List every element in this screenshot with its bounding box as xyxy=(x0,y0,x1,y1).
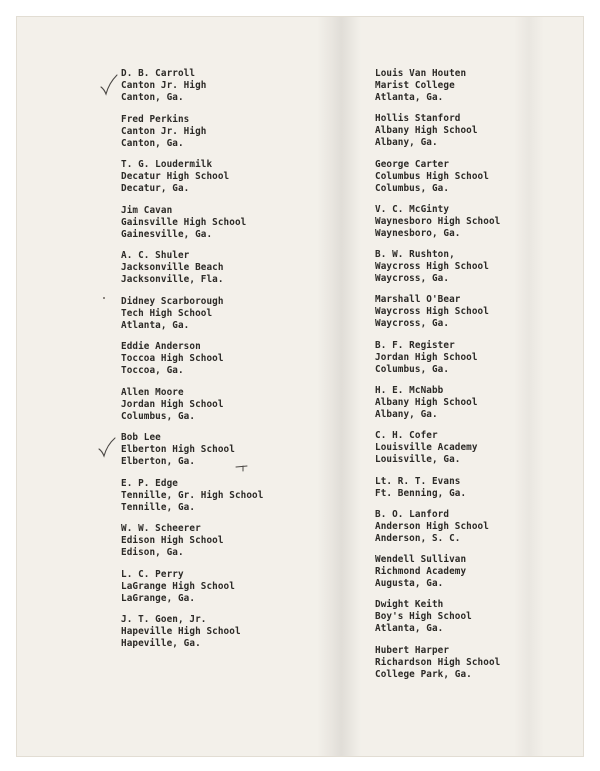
ink-dot xyxy=(102,296,106,300)
right-column xyxy=(375,68,500,690)
list-item: T. G. Loudermilk Decatur High School Decatur, Ga. xyxy=(121,159,230,194)
list-item: D. B. Carroll Canton Jr. High Canton, Ga. xyxy=(121,68,207,103)
list-item: Fred Perkins Canton Jr. High Canton, Ga. xyxy=(121,113,207,149)
left-column xyxy=(121,68,263,660)
list-item: E. P. Edge Tennille, Gr. High School Tennille, Ga. xyxy=(121,477,264,513)
list-item: Bob Lee Elberton High School Elberton, Ga. xyxy=(121,432,235,467)
list-item: Hubert Harper Richardson High School College Park, Ga. xyxy=(375,644,501,680)
list-item: Dwight Keith Boy's High School Atlanta, Ga. xyxy=(375,599,472,635)
list-item: W. W. Scheerer Edison High School Edison, Ga. xyxy=(121,523,224,558)
checkmark-icon xyxy=(97,437,117,459)
list-item: Didney Scarborough Tech High School Atlanta, Ga. xyxy=(121,295,224,331)
list-item: L. C. Perry LaGrange High School LaGrange, Ga. xyxy=(121,568,235,604)
list-item: B. F. Register Jordan High School Columbus, Ga. xyxy=(375,339,478,375)
list-item: Hollis Stanford Albany High School Albany, Ga. xyxy=(375,113,478,149)
list-item: B. W. Rushton, Waycross High School Waycross, Ga. xyxy=(375,249,489,285)
list-item: Marshall O'Bear Waycross High School Waycross, Ga. xyxy=(375,294,489,330)
list-item: Louis Van Houten Marist College Atlanta, Ga. xyxy=(375,68,467,103)
document-page xyxy=(17,17,583,756)
list-item: B. O. Lanford Anderson High School Anderson, S. C. xyxy=(375,508,489,544)
list-item: A. C. Shuler Jacksonville Beach Jacksonville, Fla. xyxy=(121,250,224,285)
paper-fold-shadow xyxy=(317,17,361,756)
list-item: Lt. R. T. Evans Ft. Benning, Ga. xyxy=(375,475,467,499)
list-item: V. C. McGinty Waynesboro High School Waynesboro, Ga. xyxy=(375,203,501,239)
list-item: Jim Cavan Gainsville High School Gainesville, Ga. xyxy=(121,204,247,240)
list-item: J. T. Goen, Jr. Hapeville High School Hapeville, Ga. xyxy=(121,614,241,649)
list-item: C. H. Cofer Louisville Academy Louisville, Ga. xyxy=(375,430,478,466)
list-item: Eddie Anderson Toccoa High School Toccoa, Ga. xyxy=(121,341,224,376)
paper-fold-shadow xyxy=(514,17,544,756)
list-item: H. E. McNabb Albany High School Albany, Ga. xyxy=(375,385,478,421)
list-item: Wendell Sullivan Richmond Academy Augusta, Ga. xyxy=(375,553,467,589)
list-item: George Carter Columbus High School Columbus, Ga. xyxy=(375,158,489,194)
list-item: Allen Moore Jordan High School Columbus, Ga. xyxy=(121,386,224,422)
checkmark-icon xyxy=(99,74,119,96)
